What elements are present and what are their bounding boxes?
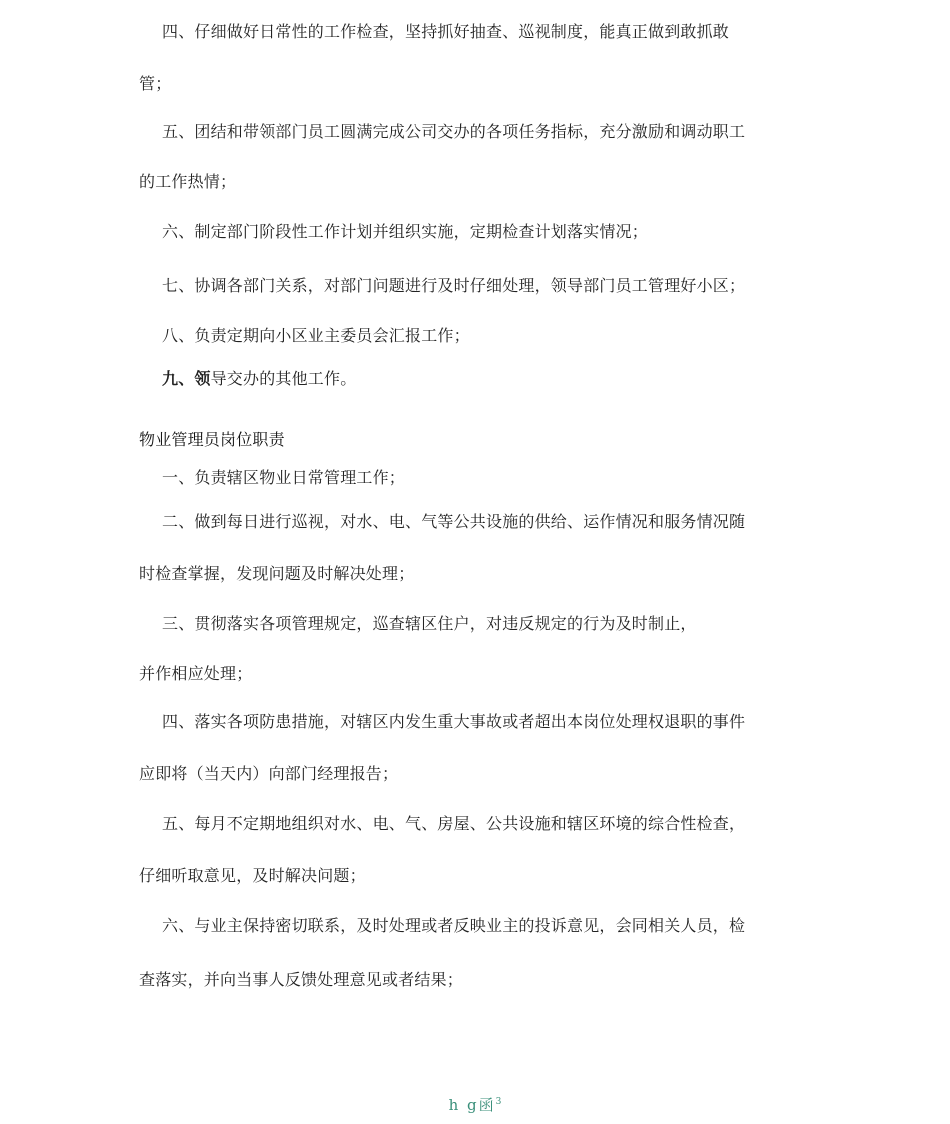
duty-item-7: 七、协调各部门关系，对部门问题进行及时仔细处理，领导部门员工管理好小区； (162, 276, 746, 295)
page-footer (0, 1094, 950, 1115)
duty-item-8: 八、负责定期向小区业主委员会汇报工作； (162, 326, 470, 345)
footer-text: h g函 (448, 1096, 496, 1114)
section-title-property-manager: 物业管理员岗位职责 (139, 430, 285, 449)
duty-item-4-line-2: 管； (139, 74, 172, 93)
duty-item-9-prefix: 九、领 (162, 369, 211, 388)
duty-item-9 (162, 369, 832, 389)
pm-item-2-line-1: 二、做到每日进行巡视，对水、电、气等公共设施的供给、运作情况和服务情况随 (162, 512, 746, 531)
pm-item-3-line-1: 三、贯彻落实各项管理规定，巡查辖区住户，对违反规定的行为及时制止， (162, 614, 697, 633)
pm-item-5-line-2: 仔细听取意见，及时解决问题； (139, 866, 366, 885)
pm-item-4-line-2: 应即将（当天内）向部门经理报告； (139, 764, 399, 783)
pm-item-2-line-2: 时检查掌握，发现问题及时解决处理； (139, 564, 415, 583)
pm-item-3-line-2: 并作相应处理； (139, 664, 253, 683)
duty-item-4-line-1: 四、仔细做好日常性的工作检查，坚持抓好抽查、巡视制度，能真正做到敢抓敢 (162, 22, 730, 41)
duty-item-6: 六、制定部门阶段性工作计划并组织实施，定期检查计划落实情况； (162, 222, 649, 241)
pm-item-6-line-1: 六、与业主保持密切联系，及时处理或者反映业主的投诉意见，会同相关人员，检 (162, 916, 746, 935)
duty-item-5-line-2: 的工作热情； (139, 172, 237, 191)
pm-item-4-line-1: 四、落实各项防患措施，对辖区内发生重大事故或者超出本岗位处理权退职的事件 (162, 712, 746, 731)
duty-item-5-line-1: 五、团结和带领部门员工圆满完成公司交办的各项任务指标，充分激励和调动职工 (162, 122, 746, 141)
pm-item-1: 一、负责辖区物业日常管理工作； (162, 468, 406, 487)
pm-item-6-line-2: 查落实，并向当事人反馈处理意见或者结果； (139, 970, 464, 989)
pm-item-5-line-1: 五、每月不定期地组织对水、电、气、房屋、公共设施和辖区环境的综合性检查， (162, 814, 746, 833)
page-number: 3 (495, 1097, 502, 1107)
duty-item-9-text: 导交办的其他工作。 (210, 369, 357, 388)
